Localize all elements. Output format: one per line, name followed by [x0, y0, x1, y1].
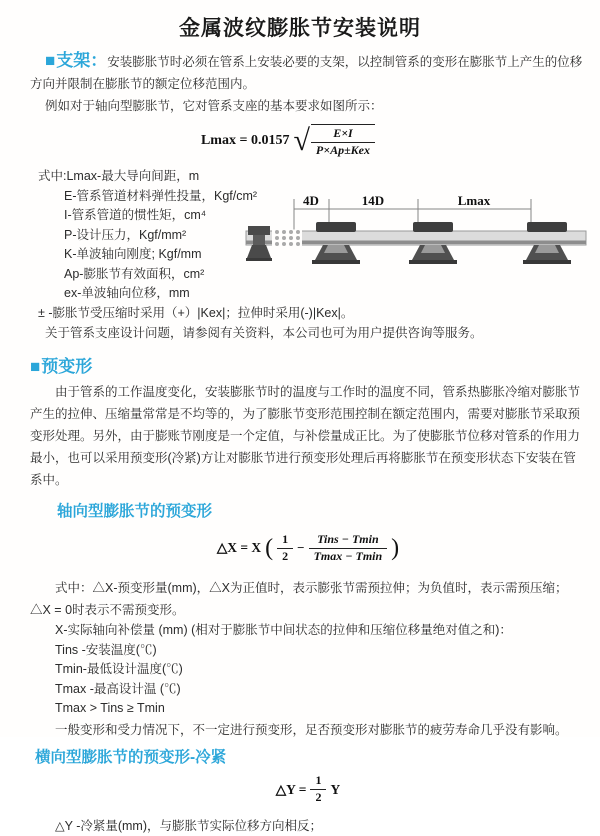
support-example-paragraph: 例如对于轴向型膨胀节，它对管系支座的基本要求如图所示： [30, 95, 586, 117]
temperature-definition-item: Tmin-最低设计温度(℃) [30, 660, 586, 680]
formula-delta-y [30, 771, 586, 809]
pipe-support-spacing-diagram [246, 193, 586, 285]
temperature-fraction [309, 532, 388, 564]
bellows-section [272, 230, 302, 247]
axial-note-paragraph: 一般变形和受力情况下，不一定进行预变形，足否预变形对膨胀节的疲劳寿命几乎没有影响。 [30, 719, 586, 741]
close-paren: ) [391, 536, 399, 560]
temperature-definitions-list [30, 641, 586, 719]
temperature-definition-item: Tmax > Tins ≥ Tmin [30, 699, 586, 719]
formula-lmax-fraction [311, 124, 375, 158]
formula-delta-x-lhs: △X = X [217, 540, 261, 556]
blue-square-icon: ■ [45, 51, 55, 70]
sqrt-radical-icon: √ [293, 128, 309, 154]
page-title: 金属波纹膨胀节安装说明 [30, 12, 570, 42]
dimension-label-lmax: Lmax [458, 193, 491, 208]
section-heading-predeform [30, 352, 586, 377]
temperature-definition-item: Tins -安装温度(℃) [30, 641, 586, 661]
formula-delta-y-lhs: △Y = [276, 782, 307, 798]
definition-item: ex-单波轴向位移，mm [30, 284, 586, 304]
definition-item: E-管系管道材料弹性投量，Kgf/cm² [30, 187, 586, 207]
formula-delta-y-rhs: Y [330, 782, 340, 798]
section-heading-support [45, 51, 107, 70]
subsection-heading-axial: 轴向型膨胀节的预变形 [57, 499, 586, 521]
formula-delta-x [30, 527, 586, 569]
minus-sign: − [297, 540, 304, 556]
definition-item: P-设计压力，Kgf/mm² [30, 226, 586, 246]
section-heading-support-label: 支架： [56, 51, 107, 70]
one-half-fraction [310, 773, 326, 805]
definition-item: Ap-膨胀节有效面积，cm² [30, 265, 586, 285]
temperature-denominator: Tmax − Tmin [309, 549, 388, 565]
service-note: 关于管系支座设计问题，请参阅有关资料，本公司也可为用户提供咨询等服务。 [30, 323, 586, 343]
blue-square-icon: ■ [30, 357, 40, 376]
axial-x-definition: X-实际轴向补偿量 (mm) (相对于膨胀节中间状态的拉伸和压缩位移量绝对值之和)： [30, 621, 586, 641]
section-heading-predeform-label: 预变形 [41, 357, 92, 376]
formula-lmax-denominator: P×Ap±Kex [311, 143, 375, 159]
plus-minus-note: ± -膨胀节受压缩时采用（+）|Kex|；拉伸时采用(-)|Kex|。 [30, 304, 586, 324]
half-denominator: 2 [310, 790, 326, 806]
definition-item: K-单波轴向刚度; Kgf/mm [30, 245, 586, 265]
temperature-numerator: Tins − Tmin [309, 532, 388, 549]
dimension-label-14d: 14D [362, 193, 384, 208]
definition-item: I-管系管道的惯性矩，cm⁴ [30, 206, 586, 226]
subsection-heading-lateral: 横向型膨胀节的预变形-冷紧 [35, 745, 586, 767]
support-intro-paragraph [30, 50, 586, 95]
formula-lmax-numerator: E×I [311, 126, 375, 143]
axial-shizhong-paragraph: 式中：△X-预变形量(mm)，△X为正值时，表示膨张节需预拉伸；为负值时，表示需预压缩；△X = 0时表示不需预变形。 [30, 577, 586, 621]
lateral-definition: △Y -冷紧量(mm)，与膨胀节实际位移方向相反； [30, 817, 586, 836]
half-denominator: 2 [277, 549, 293, 565]
one-half-fraction [277, 532, 293, 564]
definition-item: 式中:Lmax-最大导向间距，m [30, 167, 586, 187]
formula-lmax [30, 121, 546, 161]
definitions-and-diagram [30, 167, 586, 304]
half-numerator: 1 [277, 532, 293, 549]
support-intro-text: 安装膨胀节时必须在管系上安装必要的支架，以控制管系的变形在膨胀节上产生的位移方向并限制在膨胀节的额定位移范围内。 [30, 55, 582, 91]
predeform-paragraph: 由于管系的工作温度变化，安装膨胀节时的温度与工作时的温度不同，管系热膨胀冷缩对膨胀节产生的拉伸、压缩量常常是不均等的，为了膨胀节变形范围控制在额定范围内，需要对膨胀节采取预变形处理。另外，由于膨账节刚度是一个定值，与补偿量成正比。为了使膨胀节位移对管系的作用力最小，也可以采用预变形(冷紧)方让对膨胀节进行预变形处理后再将膨胀节在预变形状态下安装在管系中。 [30, 381, 586, 491]
open-paren: ( [265, 536, 273, 560]
dimension-label-4d: 4D [303, 193, 319, 208]
temperature-definition-item: Tmax -最高设计温 (℃) [30, 680, 586, 700]
half-numerator: 1 [310, 773, 326, 790]
formula-lmax-lhs: Lmax = 0.0157 [201, 133, 289, 149]
